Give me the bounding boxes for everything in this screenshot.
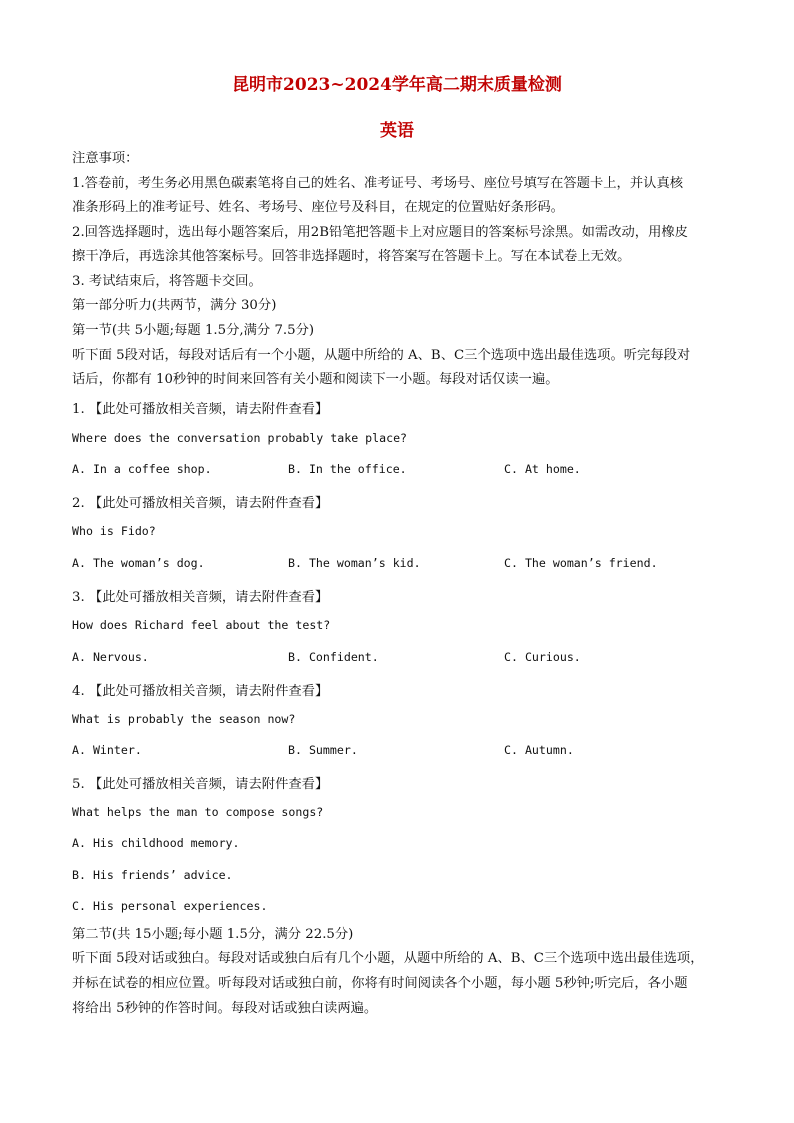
question-3-option-a: A. Nervous. bbox=[72, 650, 149, 664]
notice-item-2-line-1: 2.回答选择题时，选出每小题答案后，用2B铅笔把答题卡上对应题目的答案标号涂黑。如需改动，用橡皮 bbox=[72, 225, 688, 240]
section-2-instructions-line-2: 并标在试卷的相应位置。听每段对话或独白前，你将有时间阅读各个小题，每小题 5秒钟;听完后，各小题 bbox=[72, 976, 688, 991]
question-1-option-c: C. At home. bbox=[504, 462, 581, 476]
notice-item-1-line-2: 准条形码上的准考证号、姓名、考场号、座位号及科目，在规定的位置贴好条形码。 bbox=[72, 200, 564, 215]
question-5-stem: What helps the man to compose songs? bbox=[72, 805, 324, 819]
section-1-instructions-line-2: 话后，你都有 10秒钟的时间来回答有关小题和阅读下一小题。每段对话仅读一遍。 bbox=[72, 372, 559, 387]
subject-title: 英语 bbox=[380, 121, 414, 141]
question-4-option-c: C. Autumn. bbox=[504, 743, 574, 757]
question-4-stem: What is probably the season now? bbox=[72, 712, 296, 726]
exam-title: 昆明市2023~2024学年高二期末质量检测 bbox=[232, 75, 562, 95]
notice-heading: 注意事项： bbox=[72, 151, 139, 166]
section-2-instructions-line-1: 听下面 5段对话或独白。每段对话或独白后有几个小题，从题中所给的 A、B、C三个选项中选出最佳选项， bbox=[72, 951, 704, 966]
question-3-option-b: B. Confident. bbox=[288, 650, 379, 664]
question-2-option-c: C. The woman’s friend. bbox=[504, 556, 658, 570]
question-1-stem: Where does the conversation probably take place? bbox=[72, 431, 408, 445]
question-4-audio[interactable] bbox=[72, 680, 328, 699]
audio-placeholder: 【此处可播放相关音频，请去附件查看】 bbox=[88, 684, 329, 699]
question-2-option-b: B. The woman’s kid. bbox=[288, 556, 421, 570]
question-4-option-b: B. Summer. bbox=[288, 743, 358, 757]
question-1-option-a: A. In a coffee shop. bbox=[72, 462, 212, 476]
notice-item-3: 3. 考试结束后，将答题卡交回。 bbox=[72, 274, 262, 289]
question-5-option-b: B. His friends’ advice. bbox=[72, 868, 233, 882]
question-5-audio[interactable] bbox=[72, 773, 328, 792]
question-number: 5. bbox=[72, 777, 85, 792]
question-5-option-c: C. His personal experiences. bbox=[72, 899, 268, 913]
question-number: 2. bbox=[72, 496, 85, 511]
notice-item-2-line-2: 擦干净后，再选涂其他答案标号。回答非选择题时，将答案写在答题卡上。写在本试卷上无效。 bbox=[72, 249, 631, 264]
audio-placeholder: 【此处可播放相关音频，请去附件查看】 bbox=[88, 496, 329, 511]
part-1-heading: 第一部分听力(共两节，满分 30分) bbox=[72, 298, 277, 313]
section-1-instructions-line-1: 听下面 5段对话，每段对话后有一个小题，从题中所给的 A、B、C三个选项中选出最佳选项。听完每段对 bbox=[72, 348, 691, 363]
section-2-instructions-line-3: 将给出 5秒钟的作答时间。每段对话或独白读两遍。 bbox=[72, 1001, 378, 1016]
question-2-audio[interactable] bbox=[72, 492, 328, 511]
audio-placeholder: 【此处可播放相关音频，请去附件查看】 bbox=[88, 777, 329, 792]
notice-item-1-line-1: 1.答卷前，考生务必用黑色碳素笔将自己的姓名、准考证号、考场号、座位号填写在答题卡上，并认真核 bbox=[72, 176, 684, 191]
question-4-option-a: A. Winter. bbox=[72, 743, 142, 757]
question-2-option-a: A. The woman’s dog. bbox=[72, 556, 205, 570]
question-3-stem: How does Richard feel about the test? bbox=[72, 618, 331, 632]
question-number: 3. bbox=[72, 590, 85, 605]
section-1-heading: 第一节(共 5小题;每题 1.5分,满分 7.5分) bbox=[72, 323, 315, 338]
question-5-option-a: A. His childhood memory. bbox=[72, 836, 240, 850]
question-1-audio[interactable] bbox=[72, 398, 328, 417]
audio-placeholder: 【此处可播放相关音频，请去附件查看】 bbox=[88, 402, 329, 417]
question-1-option-b: B. In the office. bbox=[288, 462, 407, 476]
question-3-option-c: C. Curious. bbox=[504, 650, 581, 664]
audio-placeholder: 【此处可播放相关音频，请去附件查看】 bbox=[88, 590, 329, 605]
question-2-stem: Who is Fido? bbox=[72, 524, 156, 538]
question-3-audio[interactable] bbox=[72, 586, 328, 605]
question-number: 4. bbox=[72, 684, 85, 699]
section-2-heading: 第二节(共 15小题;每小题 1.5分，满分 22.5分) bbox=[72, 927, 354, 942]
question-number: 1. bbox=[72, 402, 85, 417]
